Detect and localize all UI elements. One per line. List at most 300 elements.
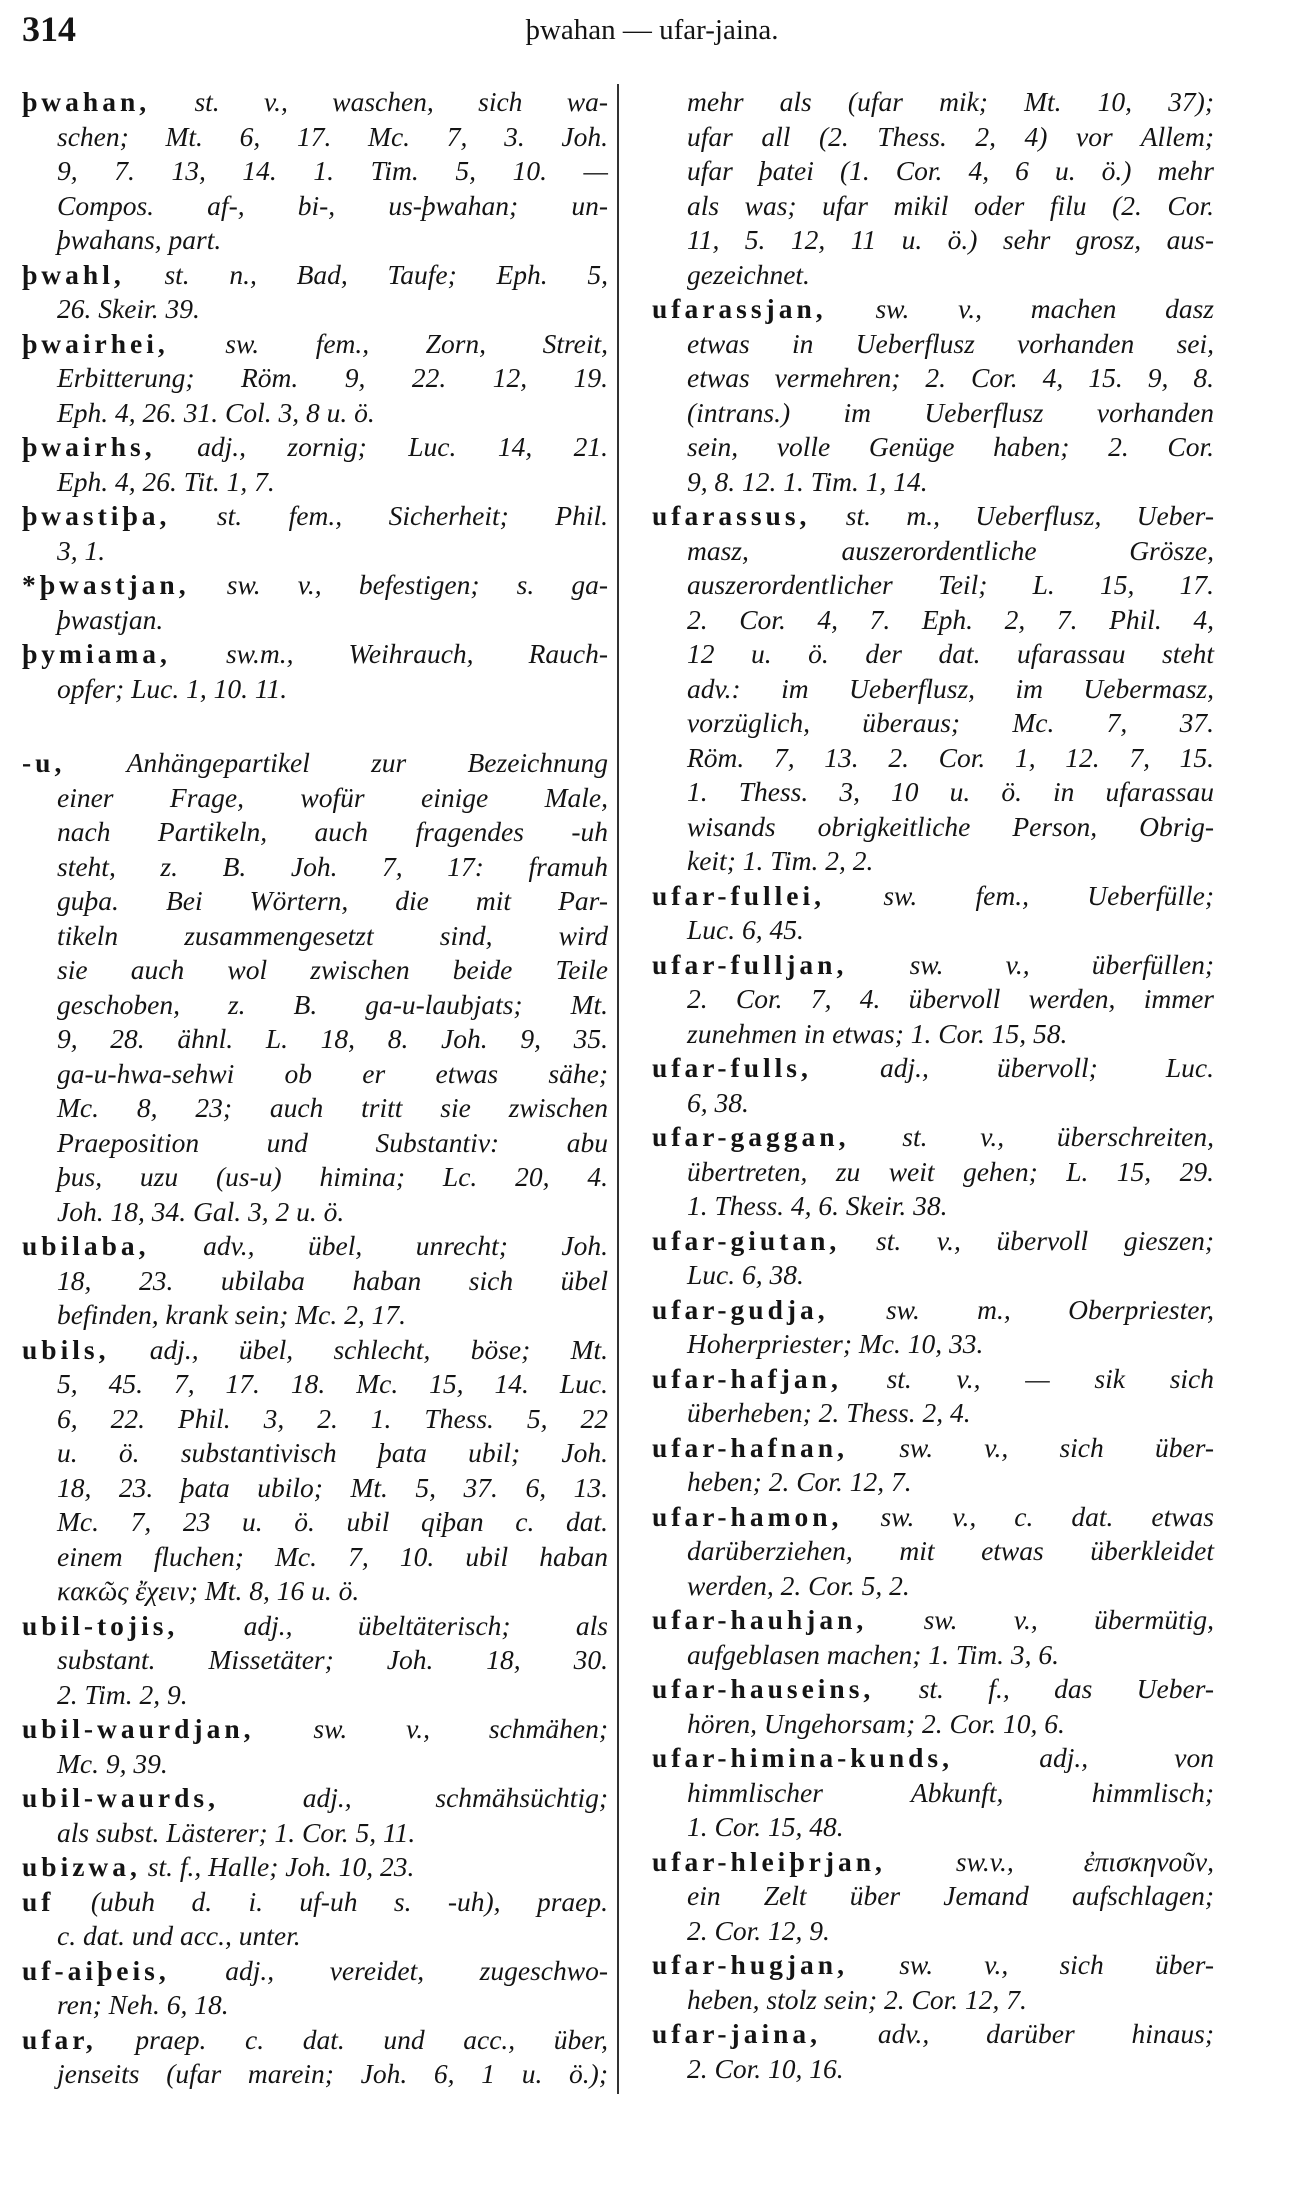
entry-text: einem fluchen; Mc. 7, 10. ubil haban	[57, 1540, 608, 1572]
entry-text: Eph. 4, 26. 31. Col. 3, 8 u. ö.	[57, 396, 375, 428]
entry-text: 2. Tim. 2, 9.	[57, 1678, 188, 1710]
entry-text: 26. Skeir. 39.	[57, 293, 200, 324]
dictionary-entry	[652, 1120, 1214, 1224]
dictionary-entry	[652, 1051, 1214, 1120]
entry-line	[652, 465, 1214, 500]
entry-text: 1. Thess. 4, 6. Skeir. 38.	[687, 1190, 948, 1221]
entry-line	[652, 844, 1214, 879]
entry-line	[22, 1919, 608, 1954]
entry-text: adv., darüber hinaus;	[877, 2018, 1215, 2049]
entry-text: sw. v., machen dasz	[875, 293, 1215, 324]
entry-line	[22, 1126, 608, 1161]
headword: ufar-himina-kunds,	[652, 1742, 953, 1773]
entry-line	[22, 919, 608, 954]
dictionary-entry	[22, 430, 608, 499]
entry-line	[652, 1500, 1214, 1535]
entry-text: c. dat. und acc., unter.	[57, 1920, 301, 1951]
headword: ubils,	[22, 1333, 110, 1365]
entry-text: Erbitterung; Röm. 9, 22. 12, 19.	[57, 362, 608, 393]
entry-text: st. f., Halle; Joh. 10, 23.	[147, 1851, 415, 1882]
entry-text: heben, stolz sein; 2. Cor. 12, 7.	[687, 1983, 1027, 2015]
dictionary-entry	[652, 499, 1214, 879]
entry-text: sw. v., sich über-	[899, 1431, 1215, 1463]
entry-line	[22, 327, 608, 362]
entry-text: sw. v., schmähen;	[313, 1713, 608, 1744]
page-number: 314	[22, 9, 76, 49]
dictionary-entry	[22, 1781, 608, 1850]
entry-line	[652, 1672, 1214, 1707]
entry-line	[652, 258, 1214, 293]
entry-line	[652, 1810, 1214, 1845]
entry-text: praep. c. dat. und acc., über,	[135, 2023, 609, 2055]
entry-line	[22, 258, 608, 293]
entry-line	[22, 2023, 608, 2058]
entry-line	[652, 1293, 1214, 1328]
entry-line	[652, 120, 1214, 155]
right-column	[652, 85, 1214, 2086]
entry-line	[652, 223, 1214, 258]
entry-text: gezeichnet.	[687, 258, 810, 290]
entry-text: 5, 45. 7, 17. 18. Mc. 15, 14. Luc.	[57, 1368, 608, 1399]
headword: ufar-hafjan,	[652, 1362, 842, 1394]
entry-line	[22, 1850, 608, 1885]
entry-text: als was; ufar mikil oder filu (2. Cor.	[687, 189, 1214, 221]
entry-line	[22, 1367, 608, 1402]
entry-line	[652, 1189, 1214, 1224]
entry-text: þwahans, part.	[57, 224, 222, 255]
entry-line	[652, 1120, 1214, 1155]
dictionary-entry	[652, 1603, 1214, 1672]
entry-line	[652, 913, 1214, 948]
entry-text: sw. v., überfüllen;	[909, 948, 1214, 980]
dictionary-entry	[652, 879, 1214, 948]
dictionary-entry	[22, 327, 608, 431]
entry-line	[22, 850, 608, 885]
entry-line	[652, 879, 1214, 914]
entry-line	[22, 1264, 608, 1299]
dictionary-entry	[652, 1741, 1214, 1845]
entry-text: sw. v., befestigen; s. ga-	[226, 569, 609, 600]
entry-text: jenseits (ufar marein; Joh. 6, 1 u. ö.);	[57, 2058, 608, 2089]
entry-text: (intrans.) im Ueberflusz vorhanden	[687, 396, 1214, 428]
dictionary-entry	[652, 2017, 1214, 2086]
entry-line	[652, 1534, 1214, 1569]
entry-text: sw. m., Oberpriester,	[885, 1293, 1214, 1325]
entry-text: Mc. 7, 23 u. ö. ubil qiþan c. dat.	[57, 1506, 608, 1537]
headword: ufar-hafnan,	[652, 1431, 848, 1463]
entry-text: Mc. 8, 23; auch tritt sie zwischen	[57, 1092, 608, 1123]
headword: ufar-jaina,	[652, 2018, 822, 2049]
entry-text: adj., vereidet, zugeschwo-	[225, 1954, 609, 1986]
entry-text: ufar all (2. Thess. 2, 4) vor Allem;	[687, 120, 1214, 152]
dictionary-entry	[22, 1609, 608, 1713]
entry-line	[652, 637, 1214, 672]
entry-line	[22, 1229, 608, 1264]
headword: ufar-gudja,	[652, 1293, 829, 1325]
entry-text: Praeposition und Substantiv: abu	[57, 1126, 608, 1158]
entry-line	[22, 603, 608, 638]
entry-text: st. f., das Ueber-	[918, 1673, 1215, 1704]
entry-line	[22, 746, 608, 781]
entry-line	[22, 1160, 608, 1195]
entry-line	[22, 85, 608, 120]
entry-text: als subst. Lästerer; 1. Cor. 5, 11.	[57, 1816, 416, 1848]
dictionary-entry	[22, 1333, 608, 1609]
entry-line	[652, 672, 1214, 707]
entry-line	[22, 2057, 608, 2092]
entry-text: adj., übel, schlecht, böse; Mt.	[149, 1333, 609, 1365]
entry-text: Röm. 7, 13. 2. Cor. 1, 12. 7, 15.	[687, 741, 1214, 773]
headword: ufar-gaggan,	[652, 1121, 850, 1152]
entry-text: κακῶς ἔχειν; Mt. 8, 16 u. ö.	[57, 1575, 360, 1606]
entry-line	[652, 982, 1214, 1017]
entry-text: 2. Cor. 4, 7. Eph. 2, 7. Phil. 4,	[687, 603, 1214, 635]
entry-text: 12 u. ö. der dat. ufarassau steht	[687, 638, 1214, 669]
entry-line	[652, 1948, 1214, 1983]
entry-text: sw. v., sich über-	[899, 1949, 1215, 1980]
entry-line	[22, 1609, 608, 1644]
headword: þwahl,	[22, 258, 125, 290]
entry-text: sw. v., übermütig,	[923, 1604, 1215, 1635]
entry-line	[652, 706, 1214, 741]
entry-line	[22, 1471, 608, 1506]
entry-text: hören, Ungehorsam; 2. Cor. 10, 6.	[687, 1707, 1065, 1739]
dictionary-entry	[22, 568, 608, 637]
entry-line	[22, 884, 608, 919]
entry-line	[652, 534, 1214, 569]
entry-line	[652, 292, 1214, 327]
entry-line	[22, 1195, 608, 1230]
entry-text: u. ö. substantivisch þata ubil; Joh.	[57, 1437, 608, 1468]
headword: ufar-fulls,	[652, 1052, 812, 1083]
entry-line	[652, 1396, 1214, 1431]
dictionary-entry	[652, 1224, 1214, 1293]
entry-line	[652, 1017, 1214, 1052]
entry-line	[22, 815, 608, 850]
entry-line	[652, 1741, 1214, 1776]
entry-line	[652, 1914, 1214, 1949]
entry-line	[22, 1816, 608, 1851]
entry-line	[652, 1362, 1214, 1397]
entry-text: 1. Cor. 15, 48.	[687, 1811, 844, 1842]
entry-line	[652, 1776, 1214, 1811]
headword: ufar-hleiþrjan,	[652, 1845, 886, 1877]
entry-line	[652, 361, 1214, 396]
entry-text: Compos. af-, bi-, us-þwahan; un-	[57, 189, 608, 221]
headword: þwairhei,	[22, 327, 169, 359]
entry-text: 18, 23. ubilaba haban sich übel	[57, 1264, 608, 1296]
entry-text: nach Partikeln, auch fragendes -uh	[57, 816, 608, 847]
entry-text: sw. fem., Zorn, Streit,	[225, 327, 609, 359]
entry-text: 6, 22. Phil. 3, 2. 1. Thess. 5, 22	[57, 1402, 608, 1434]
entry-text: þwastjan.	[57, 603, 164, 635]
entry-line	[652, 2052, 1214, 2087]
entry-line	[22, 534, 608, 569]
headword: ubil-waurdjan,	[22, 1713, 255, 1744]
entry-line	[652, 948, 1214, 983]
entry-text: darüberziehen, mit etwas überkleidet	[687, 1535, 1214, 1566]
entry-line	[652, 1983, 1214, 2018]
dictionary-entry	[22, 2023, 608, 2092]
entry-line	[652, 154, 1214, 189]
entry-line	[22, 1954, 608, 1989]
entry-text: werden, 2. Cor. 5, 2.	[687, 1569, 910, 1601]
headword: ufar-giutan,	[652, 1224, 841, 1256]
entry-text: st. n., Bad, Taufe; Eph. 5,	[164, 258, 608, 290]
entry-line	[22, 1091, 608, 1126]
entry-text: st. fem., Sicherheit; Phil.	[216, 500, 609, 531]
entry-text: schen; Mt. 6, 17. Mc. 7, 3. Joh.	[57, 120, 608, 152]
entry-text: Joh. 18, 34. Gal. 3, 2 u. ö.	[57, 1195, 345, 1227]
entry-text: Luc. 6, 45.	[687, 914, 804, 945]
entry-line	[22, 361, 608, 396]
entry-line	[652, 1845, 1214, 1880]
entry-line	[22, 292, 608, 327]
entry-text: keit; 1. Tim. 2, 2.	[687, 845, 874, 876]
entry-line	[652, 396, 1214, 431]
entry-text: ga-u-hwa-sehwi ob er etwas sähe;	[57, 1057, 608, 1089]
entry-text: 9, 7. 13, 14. 1. Tim. 5, 10. —	[57, 155, 608, 186]
running-head: þwahan — ufar-jaina.	[525, 14, 779, 46]
entry-line	[652, 2017, 1214, 2052]
entry-line	[22, 1643, 608, 1678]
headword: ufarassus,	[652, 500, 811, 531]
entry-line	[22, 1574, 608, 1609]
entry-line	[652, 810, 1214, 845]
entry-line	[22, 154, 608, 189]
entry-text: Mc. 9, 39.	[57, 1747, 168, 1779]
entry-text: 6, 38.	[687, 1086, 749, 1118]
entry-text: adj., übervoll; Luc.	[879, 1052, 1214, 1083]
entry-line	[22, 1057, 608, 1092]
dictionary-entry	[652, 1293, 1214, 1362]
entry-text: substant. Missetäter; Joh. 18, 30.	[57, 1644, 608, 1675]
dictionary-entry	[22, 258, 608, 327]
entry-text: übertreten, zu weit gehen; L. 15, 29.	[687, 1155, 1214, 1187]
entry-text: etwas vermehren; 2. Cor. 4, 15. 9, 8.	[687, 362, 1214, 393]
entry-text: sw. fem., Ueberfülle;	[883, 879, 1215, 911]
dictionary-entry	[22, 499, 608, 568]
entry-text: adj., schmähsüchtig;	[302, 1782, 608, 1813]
dictionary-entry	[22, 746, 608, 1229]
entry-line	[652, 1051, 1214, 1086]
entry-line	[652, 1569, 1214, 1604]
headword: ufarassjan,	[652, 293, 827, 324]
entry-text: 2. Cor. 7, 4. übervoll werden, immer	[687, 983, 1214, 1014]
dictionary-entry	[22, 1712, 608, 1781]
headword: ufar-fullei,	[652, 879, 825, 911]
dictionary-entry	[652, 1845, 1214, 1949]
dictionary-entry	[652, 1672, 1214, 1741]
entry-line	[22, 430, 608, 465]
entry-text: 1. Thess. 3, 10 u. ö. in ufarassau	[687, 776, 1214, 807]
column-divider	[617, 84, 619, 2094]
headword: ubizwa,	[22, 1851, 141, 1882]
entry-line	[22, 1022, 608, 1057]
entry-line	[22, 1747, 608, 1782]
entry-text: st. v., übervoll gieszen;	[876, 1224, 1215, 1256]
dictionary-entry	[22, 1954, 608, 2023]
entry-text: aufgeblasen machen; 1. Tim. 3, 6.	[687, 1638, 1059, 1670]
entry-text: adj., zornig; Luc. 14, 21.	[197, 431, 609, 462]
entry-line	[652, 189, 1214, 224]
entry-line	[22, 223, 608, 258]
entry-line	[652, 430, 1214, 465]
entry-line	[22, 781, 608, 816]
headword: -u,	[22, 747, 66, 778]
entry-text: Anhängepartikel zur Bezeichnung	[126, 747, 609, 778]
entry-line	[22, 396, 608, 431]
entry-text: ren; Neh. 6, 18.	[57, 1989, 229, 2020]
dictionary-entry	[652, 1500, 1214, 1604]
entry-line	[22, 1436, 608, 1471]
headword: ubil-waurds,	[22, 1782, 220, 1813]
entry-line	[22, 120, 608, 155]
entry-line	[652, 1224, 1214, 1259]
entry-text: befinden, krank sein; Mc. 2, 17.	[57, 1299, 407, 1330]
headword: þwahan,	[22, 86, 151, 117]
dictionary-entry	[652, 948, 1214, 1052]
entry-line	[22, 1885, 608, 1920]
entry-line	[652, 1155, 1214, 1190]
entry-line	[652, 1258, 1214, 1293]
dictionary-entry	[22, 1885, 608, 1954]
entry-line	[652, 1086, 1214, 1121]
headword: ufar,	[22, 2023, 97, 2055]
dictionary-entry	[22, 1850, 608, 1885]
entry-text: wisands obrigkeitliche Person, Obrig-	[687, 810, 1214, 842]
headword: ufar-hauseins,	[652, 1673, 875, 1704]
entry-line	[22, 953, 608, 988]
entry-text: mehr als (ufar mik; Mt. 10, 37);	[687, 86, 1214, 117]
headword: þymiama,	[22, 638, 171, 669]
entry-line	[652, 603, 1214, 638]
headword: ubil-tojis,	[22, 1609, 179, 1641]
entry-text: 9, 28. ähnl. L. 18, 8. Joh. 9, 35.	[57, 1023, 608, 1054]
entry-line	[652, 1707, 1214, 1742]
entry-line	[22, 1540, 608, 1575]
dictionary-entry	[652, 1431, 1214, 1500]
headword: ufar-hauhjan,	[652, 1604, 868, 1635]
entry-text: sw.m., Weihrauch, Rauch-	[225, 638, 609, 669]
dictionary-entry	[22, 85, 608, 258]
entry-line	[652, 1465, 1214, 1500]
entry-text: Hoherpriester; Mc. 10, 33.	[687, 1328, 984, 1359]
dictionary-entry	[652, 85, 1214, 292]
entry-text: zunehmen in etwas; 1. Cor. 15, 58.	[687, 1017, 1068, 1049]
dictionary-entry	[22, 1229, 608, 1333]
entry-text: sie auch wol zwischen beide Teile	[57, 954, 608, 985]
entry-text: masz, auszerordentliche Grösze,	[687, 534, 1214, 566]
entry-text: adv., übel, unrecht; Joh.	[203, 1230, 609, 1261]
entry-text: þus, uzu (us-u) himina; Lc. 20, 4.	[57, 1161, 608, 1192]
entry-line	[22, 465, 608, 500]
entry-line	[652, 85, 1214, 120]
left-column	[22, 85, 608, 2092]
entry-line	[22, 637, 608, 672]
entry-text: sw. v., c. dat. etwas	[880, 1500, 1215, 1532]
entry-text: st. v., — sik sich	[886, 1362, 1214, 1394]
entry-text: adj., von	[1039, 1742, 1214, 1773]
entry-text: steht, z. B. Joh. 7, 17: framuh	[57, 850, 608, 882]
entry-line	[22, 988, 608, 1023]
entry-text: st. v., waschen, sich wa-	[194, 86, 609, 117]
entry-line	[22, 1402, 608, 1437]
entry-text: st. m., Ueberflusz, Ueber-	[845, 500, 1214, 531]
entry-text: sw.v., ἐπισκηνοῦν,	[955, 1845, 1215, 1877]
entry-line	[22, 672, 608, 707]
entry-line	[22, 1712, 608, 1747]
headword: uf	[22, 1885, 55, 1917]
headword: ubilaba,	[22, 1230, 150, 1261]
entry-line	[22, 1505, 608, 1540]
entry-line	[22, 189, 608, 224]
entry-text: guþa. Bei Wörtern, die mit Par-	[57, 885, 608, 916]
entry-line	[22, 499, 608, 534]
entry-line	[652, 1431, 1214, 1466]
entry-text: opfer; Luc. 1, 10. 11.	[57, 672, 288, 704]
entry-text: Luc. 6, 38.	[687, 1259, 804, 1290]
entry-text: 11, 5. 12, 11 u. ö.) sehr grosz, aus-	[687, 224, 1214, 255]
entry-text: einer Frage, wofür einige Male,	[57, 781, 608, 813]
entry-line	[652, 499, 1214, 534]
entry-text: Eph. 4, 26. Tit. 1, 7.	[57, 465, 275, 497]
entry-text: ufar þatei (1. Cor. 4, 6 u. ö.) mehr	[687, 155, 1214, 186]
entry-line	[652, 741, 1214, 776]
headword: *þwastjan,	[22, 569, 190, 600]
headword: ufar-hugjan,	[652, 1949, 848, 1980]
entry-text: 9, 8. 12. 1. Tim. 1, 14.	[687, 465, 928, 497]
entry-text: ein Zelt über Jemand aufschlagen;	[687, 1880, 1214, 1911]
entry-text: adj., übeltäterisch; als	[243, 1609, 608, 1641]
entry-line	[22, 1298, 608, 1333]
entry-text: etwas in Ueberflusz vorhanden sei,	[687, 327, 1214, 359]
entry-line	[652, 1603, 1214, 1638]
entry-line	[652, 775, 1214, 810]
entry-text: sein, volle Genüge haben; 2. Cor.	[687, 431, 1214, 462]
dictionary-entry	[652, 1362, 1214, 1431]
entry-line	[652, 327, 1214, 362]
entry-line	[22, 568, 608, 603]
entry-text: geschoben, z. B. ga-u-laubjats; Mt.	[57, 988, 608, 1020]
entry-text: himmlischer Abkunft, himmlisch;	[687, 1776, 1214, 1808]
headword: ufar-hamon,	[652, 1500, 843, 1532]
entry-text: vorzüglich, überaus; Mc. 7, 37.	[687, 707, 1214, 738]
entry-line	[22, 1781, 608, 1816]
headword: þwastiþa,	[22, 500, 171, 531]
entry-text: adv.: im Ueberflusz, im Uebermasz,	[687, 672, 1214, 704]
dictionary-entry	[652, 1948, 1214, 2017]
headword: uf-aiþeis,	[22, 1954, 170, 1986]
entry-line	[652, 1879, 1214, 1914]
entry-text: st. v., überschreiten,	[902, 1121, 1214, 1152]
entry-line	[652, 1327, 1214, 1362]
entry-text: 3, 1.	[57, 534, 106, 566]
entry-line	[22, 1333, 608, 1368]
entry-line	[652, 568, 1214, 603]
entry-line	[652, 1638, 1214, 1673]
entry-text: 18, 23. þata ubilo; Mt. 5, 37. 6, 13.	[57, 1471, 608, 1503]
entry-text: 2. Cor. 10, 16.	[687, 2052, 844, 2084]
headword: þwairhs,	[22, 431, 156, 462]
entry-line	[22, 1678, 608, 1713]
entry-text: überheben; 2. Thess. 2, 4.	[687, 1397, 971, 1428]
headword: ufar-fulljan,	[652, 948, 848, 980]
entry-text: heben; 2. Cor. 12, 7.	[687, 1466, 912, 1497]
entry-text: auszerordentlicher Teil; L. 15, 17.	[687, 569, 1214, 600]
entry-text: 2. Cor. 12, 9.	[687, 1914, 830, 1946]
dictionary-entry	[652, 292, 1214, 499]
